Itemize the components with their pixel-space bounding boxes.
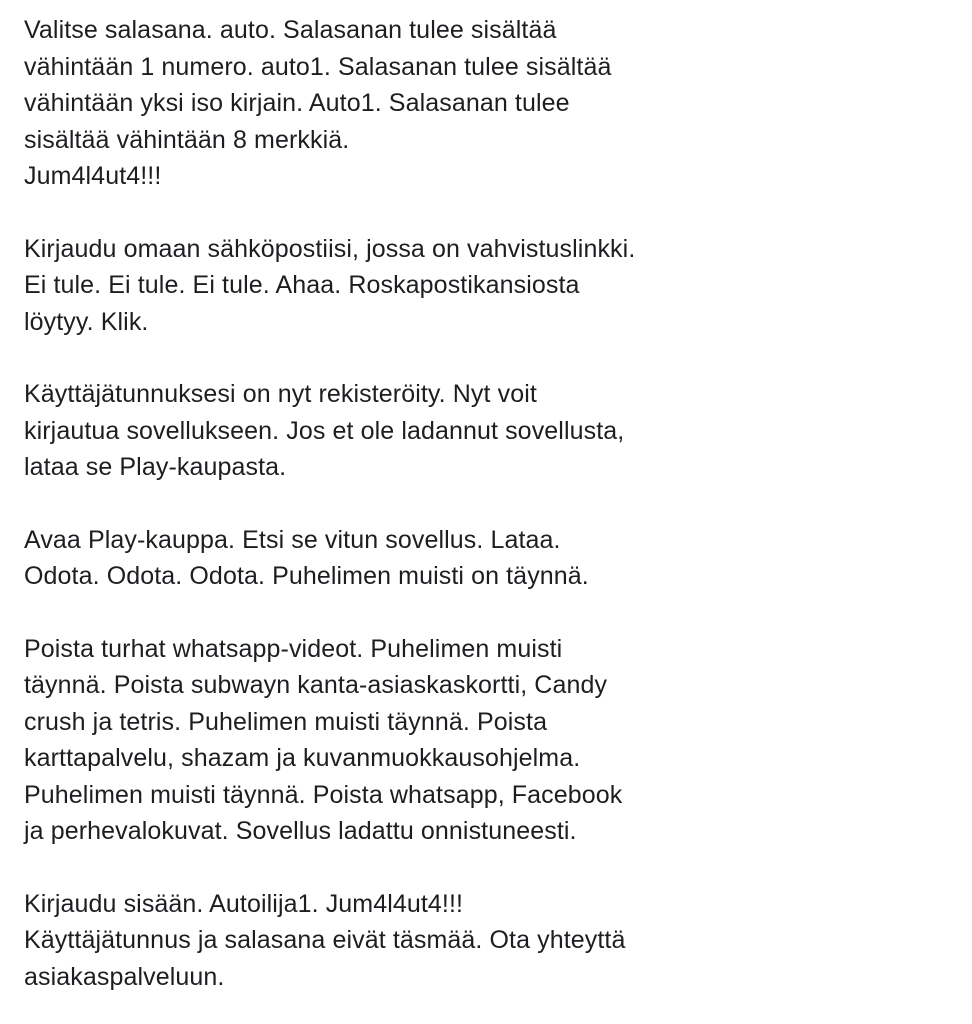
text-line: lataa se Play-kaupasta. [24, 453, 287, 481]
text-line: Kirjaudu sisään. Autoilija1. Jum4l4ut4!!! [24, 889, 464, 918]
text-line: Avaa Play-kauppa. Etsi se vitun sovellus. Lataa. [24, 525, 561, 554]
text-line: kirjautua sovellukseen. Jos et ole ladannut sovellusta, [24, 416, 625, 445]
text-line: Käyttäjätunnuksesi on nyt rekisteröity. Nyt voit [24, 380, 537, 408]
text-line: Valitse salasana. auto. Salasanan tulee sisältää [24, 16, 557, 44]
text-line: Käyttäjätunnus ja salasana eivät täsmää. Ota yhteyttä [24, 926, 626, 954]
paragraph-login [24, 886, 964, 996]
text-line: Odota. Odota. Odota. Puhelimen muisti on täynnä. [24, 562, 589, 590]
paragraph-email [24, 231, 964, 341]
paragraph-registered [24, 376, 964, 486]
text-line: ja perhevalokuvat. Sovellus ladattu onnistuneesti. [24, 817, 577, 845]
text-line: löytyy. Klik. [24, 307, 149, 336]
text-line: asiakaspalveluun. [24, 962, 225, 991]
paragraph-delete-apps [24, 631, 964, 850]
text-line: vähintään yksi iso kirjain. Auto1. Salasanan tulee [24, 89, 570, 117]
paragraph-play-store [24, 522, 964, 595]
text-line: Poista turhat whatsapp-videot. Puhelimen muisti [24, 634, 563, 663]
text-line: Ei tule. Ei tule. Ei tule. Ahaa. Roskapostikansiosta [24, 271, 580, 299]
post-text [24, 12, 964, 1024]
text-line: Puhelimen muisti täynnä. Poista whatsapp, Facebook [24, 780, 623, 809]
text-line: Jum4l4ut4!!! [24, 162, 162, 190]
text-line: vähintään 1 numero. auto1. Salasanan tulee sisältää [24, 52, 612, 81]
text-line: sisältää vähintään 8 merkkiä. [24, 125, 350, 154]
text-line: karttapalvelu, shazam ja kuvanmuokkausohjelma. [24, 744, 581, 772]
text-line: täynnä. Poista subwayn kanta-asiaskaskortti, Candy [24, 671, 608, 699]
paragraph-password [24, 12, 964, 195]
text-line: Kirjaudu omaan sähköpostiisi, jossa on vahvistuslinkki. [24, 234, 636, 263]
text-line: crush ja tetris. Puhelimen muisti täynnä. Poista [24, 707, 548, 736]
